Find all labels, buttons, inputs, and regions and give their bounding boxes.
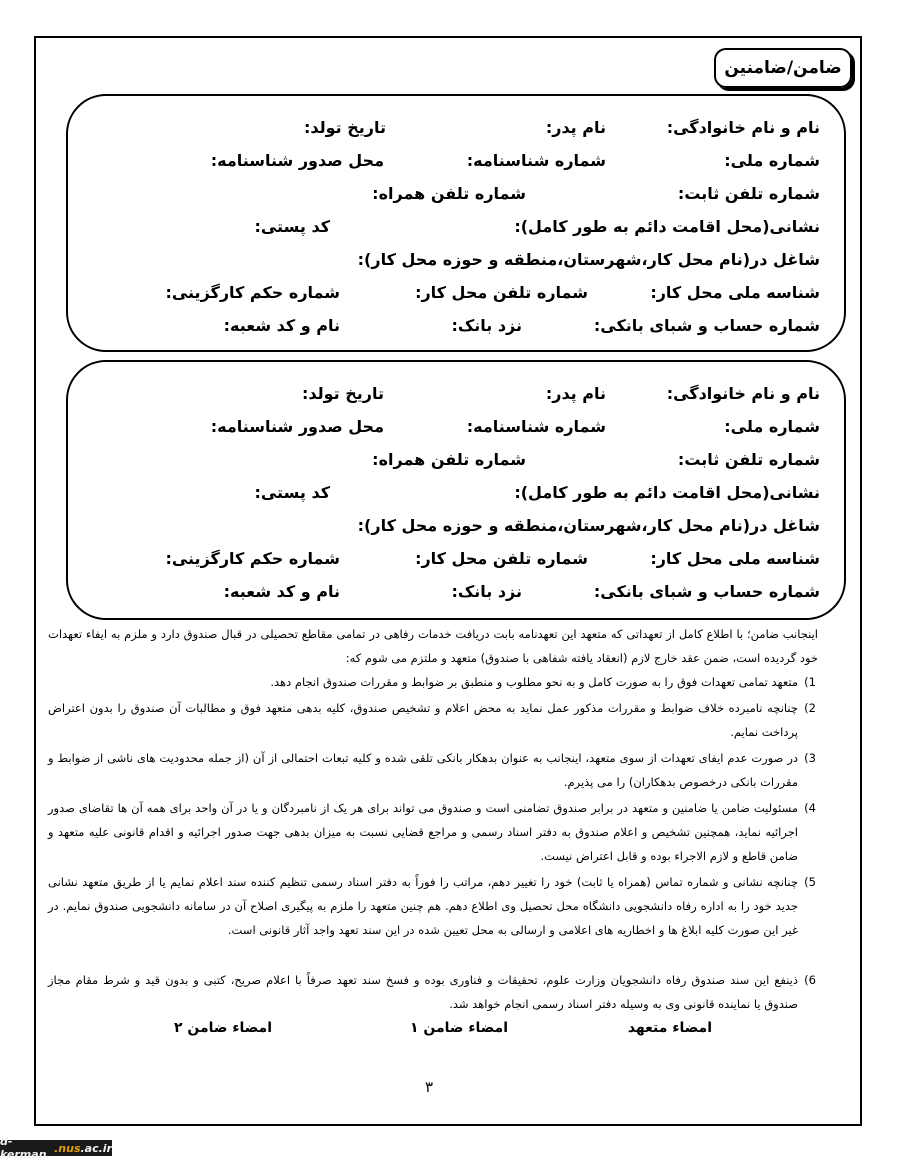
guarantor-card-1 (66, 94, 846, 352)
term-text: ذینفع این سند صندوق رفاه دانشجویان وزارت علوم، تحقیقات و فناوری بوده و فسخ سند تعهد صرفاً با اعلام صریح، کتبی و بدون قید و شرط مقام مجاز صندوق یا نماینده قانونی وی به وسیله دفتر اسناد رسمی انجام خواهد شد. (48, 973, 798, 1011)
field-work-national-id: شناسه ملی محل کار: (650, 549, 820, 568)
section-title-text: ضامن/ضامنین (724, 58, 842, 78)
field-id-number: شماره شناسنامه: (466, 417, 606, 436)
term-item (48, 796, 816, 868)
field-address: نشانی(محل اقامت دائم به طور کامل): (514, 483, 820, 502)
field-employer: شاغل در(نام محل کار،شهرستان،منطقه و حوزه محل کار): (357, 250, 820, 269)
site-watermark (0, 1135, 112, 1161)
field-mobile: شماره تلفن همراه: (372, 184, 526, 203)
watermark-left: d-kerman (0, 1135, 47, 1161)
term-text: چنانچه نشانی و شماره تماس (همراه یا ثابت) خود را تغییر دهم، مراتب را فوراً به دفتر اسناد رسمی تنظیم کننده سند اعلام نمایم یا از طریق متعهد نشانی جدید خود را به اداره رفاه دانشجویی دانشگاه محل تحصیل وی اطلاع دهم. هم چنین متعهد را ملزم به پیگیری اصلاح آن در سامانه دانشجویی صندوق نمایم. در غیر این صورت کلیه ابلاغ ها و اخطاریه های اعلامی و ارسالی به محل تعیین شده در این سند تعهد واجد آثار قانونی است. (48, 875, 798, 937)
page-number: ۳ (425, 1078, 434, 1096)
field-work-phone: شماره تلفن محل کار: (415, 283, 588, 302)
term-number: 4) (804, 801, 816, 815)
field-bank-account: شماره حساب و شبای بانکی: (593, 316, 820, 335)
term-item (48, 746, 816, 794)
field-address: نشانی(محل اقامت دائم به طور کامل): (514, 217, 820, 236)
term-number: 1) (804, 675, 816, 689)
field-national-id: شماره ملی: (724, 151, 820, 170)
field-postal-code: کد پستی: (254, 483, 330, 502)
section-title (714, 48, 852, 88)
term-number: 2) (804, 701, 816, 715)
terms-intro: اینجانب ضامن؛ با اطلاع کامل از تعهداتی که متعهد این تعهدنامه بابت دریافت خدمات رفاهی در تمامی مقاطع تحصیلی در قبال صندوق دارد و ملزم به ایفاء تعهدات خود گردیده است، ضمن عقد خارج لازم (انعقاد یافته شفاهی با صندوق) متعهد و ملتزم می شوم که: (48, 627, 818, 665)
field-issue-place: محل صدور شناسنامه: (210, 417, 384, 436)
field-issue-place: محل صدور شناسنامه: (210, 151, 384, 170)
field-branch: نام و کد شعبه: (223, 582, 340, 601)
term-text: متعهد تمامی تعهدات فوق را به صورت کامل و به نحو مطلوب و منطبق بر ضوابط و مقررات صندوق انجام دهد. (270, 675, 798, 689)
watermark-right: .ac.ir (80, 1141, 112, 1155)
field-bank-name: نزد بانک: (451, 316, 522, 335)
term-number: 6) (804, 973, 816, 987)
field-work-national-id: شناسه ملی محل کار: (650, 283, 820, 302)
watermark-mid: .nus (54, 1141, 81, 1155)
field-id-number: شماره شناسنامه: (466, 151, 606, 170)
field-landline: شماره تلفن ثابت: (677, 184, 820, 203)
field-branch: نام و کد شعبه: (223, 316, 340, 335)
field-landline: شماره تلفن ثابت: (677, 450, 820, 469)
term-item (48, 670, 816, 694)
term-item (48, 696, 816, 744)
signature-obligor: امضاء متعهد (627, 1020, 712, 1036)
guarantor-card-2 (66, 360, 846, 620)
field-mobile: شماره تلفن همراه: (372, 450, 526, 469)
field-bank-account: شماره حساب و شبای بانکی: (593, 582, 820, 601)
signature-guarantor-1: امضاء ضامن ۱ (409, 1020, 508, 1036)
field-employer: شاغل در(نام محل کار،شهرستان،منطقه و حوزه محل کار): (357, 516, 820, 535)
field-employment-number: شماره حکم کارگزینی: (165, 283, 340, 302)
term-item (48, 968, 816, 1016)
signature-guarantor-2: امضاء ضامن ۲ (173, 1020, 272, 1036)
field-national-id: شماره ملی: (724, 417, 820, 436)
field-father-name: نام پدر: (545, 118, 606, 137)
field-birth-date: تاریخ تولد: (301, 384, 384, 403)
term-number: 5) (804, 875, 816, 889)
field-employment-number: شماره حکم کارگزینی: (165, 549, 340, 568)
term-item (48, 870, 816, 942)
field-bank-name: نزد بانک: (451, 582, 522, 601)
field-full-name: نام و نام خانوادگی: (666, 384, 820, 403)
field-postal-code: کد پستی: (254, 217, 330, 236)
field-full-name: نام و نام خانوادگی: (666, 118, 820, 137)
term-number: 3) (804, 751, 816, 765)
field-birth-date: تاریخ تولد: (303, 118, 386, 137)
term-text: در صورت عدم ایفای تعهدات از سوی متعهد، اینجانب به عنوان بدهکار بانکی تلقی شده و کلیه تبعات احتمالی از آن (از جمله محدودیت های ناشی از ضوابط و مقررات بانکی درخصوص بدهکاران) را می پذیرم. (48, 751, 798, 789)
field-work-phone: شماره تلفن محل کار: (415, 549, 588, 568)
term-text: مسئولیت ضامن یا ضامنین و متعهد در برابر صندوق تضامنی است و صندوق می تواند برای هر یک از نامبردگان و یا در آن واحد برای همه آن ها تقاضای صدور اجرائیه نماید، همچنین تشخیص و اعلام صندوق به دفتر اسناد رسمی و مراجع قضایی نسبت به میزان بدهی جهت صدور اجرائیه و اقدام قانونی علیه متعهد و ضامن قاطع و لازم الاجراء بوده و قابل اعتراض نیست. (48, 801, 798, 863)
field-father-name: نام پدر: (545, 384, 606, 403)
term-text: چنانچه نامبرده خلاف ضوابط و مقررات مذکور عمل نماید به محض اعلام و تشخیص صندوق، کلیه بدهی متعهد فوق و مطالبات آن صندوق را بدون اعتراض پرداخت نمایم. (48, 701, 798, 739)
